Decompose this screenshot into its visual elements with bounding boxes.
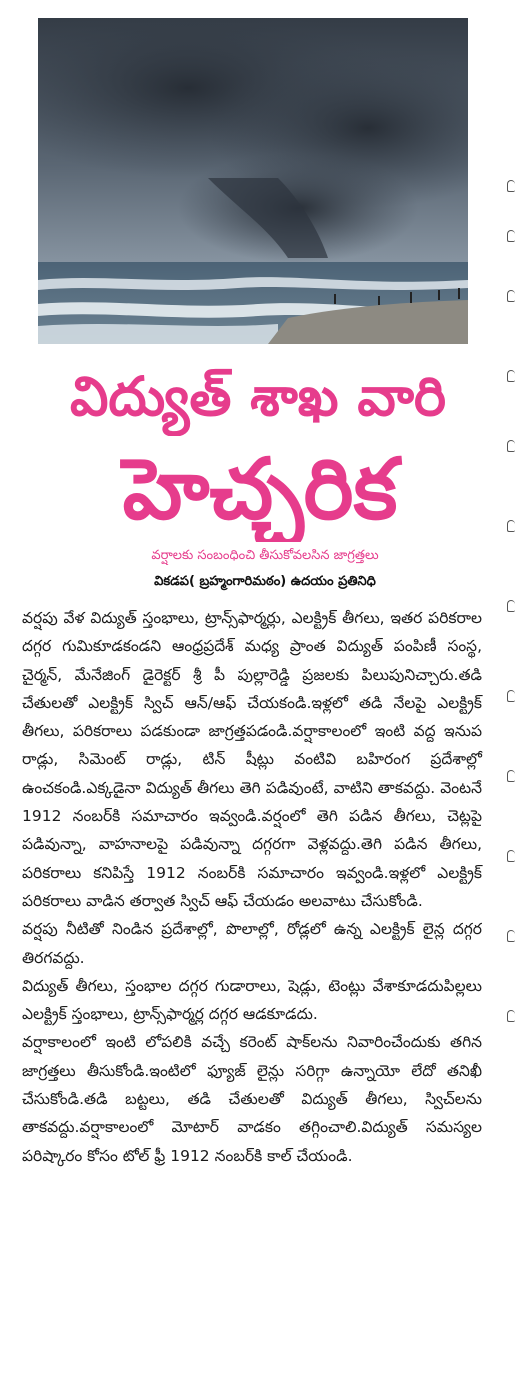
article-paragraph: విద్యుత్ తీగలు, స్తంభాల దగ్గర గుడారాలు, షెడ్లు, టెంట్లు వేశాకూడదుపిల్లలు ఎలక్ట్రిక్ స్తంభాలు, ట్రాన్స్‌ఫార్మర్ల దగ్గర ఆడకూడదు. <box>22 976 482 1024</box>
glyph-fragment <box>507 1010 515 1022</box>
headline-line-1: విద్యుత్ శాఖ వారి <box>70 365 446 428</box>
storm-beach-photo <box>38 18 468 344</box>
glyph-fragment <box>507 290 515 302</box>
glyph-fragment <box>507 690 515 702</box>
adjacent-column-edge <box>504 170 516 1050</box>
article-paragraph: వర్షపు వేళ విద్యుత్ స్తంభాలు, ట్రాన్స్‌ఫార్మర్లు, ఎలక్ట్రిక్ తీగలు, ఇతర పరికరాల దగ్గర గుమికూడకండని ఆంధ్రప్రదేశ్ మధ్య ప్రాంత విద్యుత్ పంపిణీ సంస్థ, చైర్మన్, మేనేజింగ్ డైరెక్టర్ శ్రీ పీ పుల్లారెడ్డి ప్రజలకు పిలుపునిచ్చారు.తడి చేతులతో ఎలక్ట్రిక్ స్విచ్ ఆన్/ఆఫ్ చేయకండి.ఇళ్లలో తడి నేలపై ఎలక్ట్రిక్ తీగలు, పరికరాలు పడకుండా జాగ్రత్తపడండి.వర్షాకాలంలో ఇంటి వద్ద ఇనుప రాడ్లు, సిమెంట్ రాడ్లు, టిన్ షీట్లు వంటివి బహిరంగ ప్రదేశాల్లో ఉంచకండి.ఎక్కడైనా విద్యుత్ తీగలు తెగి పడివుంటే, వాటిని తాకవద్దు. వెంటనే 1912 నంబర్‌కి సమాచారం ఇవ్వండి.వర్షంలో తెగి పడిన తీగలు, చెట్లపై పడివున్నా, వాహనాలపై పడివున్నా దగ్గరగా వెళ్లవద్దు.తెగి పడిన తీగలు, పరికరాలు కనిపిస్తే 1912 నంబర్‌కి సమాచారం ఇవ్వండి.ఇళ్లలో ఎలక్ట్రిక్ పరికరాలు వాడిన తర్వాత స్విచ్ ఆఫ్ చేయడం అలవాటు చేసుకోండి. <box>22 609 482 910</box>
glyph-fragment <box>507 930 515 942</box>
glyph-fragment <box>507 370 515 382</box>
glyph-fragment <box>507 850 515 862</box>
headline-line-2: హెచ్చరిక <box>122 440 398 538</box>
glyph-fragment <box>507 180 515 192</box>
article-body <box>22 604 482 1170</box>
glyph-fragment <box>507 440 515 452</box>
article-paragraph: వర్షాకాలంలో ఇంటి లోపలికి వచ్చే కరెంట్ షాక్‌లను నివారించేందుకు తగిన జాగ్రత్తలు తీసుకోండి.ఇంటిలో ఫ్యూజ్ లైన్లు సరిగ్గా ఉన్నాయో లేదో తనిఖీ చేసుకోండి.తడి బట్టలు, తడి చేతులతో విద్యుత్ తీగలు, స్విచ్‌లను తాకవద్దు.వర్షాకాలంలో మోటార్ వాడకం తగ్గించాలి.విద్యుత్ సమస్యల పరిష్కారం కోసం టోల్ ఫ్రీ 1912 నంబర్‌కి కాల్ చేయండి. <box>22 1033 482 1165</box>
article-paragraph: వర్షపు నీటితో నిండిన ప్రదేశాల్లో, పొలాల్లో, రోడ్లలో ఉన్న ఎలక్ట్రిక్ లైన్ల దగ్గర తిరగవద్దు. <box>22 920 482 967</box>
glyph-fragment <box>507 230 515 242</box>
glyph-fragment <box>507 770 515 782</box>
byline: వికడప( బ్రహ్మంగారిమఠం) ఉదయం ప్రతినిధి <box>154 574 376 589</box>
storm-clouds-icon <box>38 18 468 344</box>
subheadline: వర్షాలకు సంబంధించి తీసుకోవలసిన జాగ్రత్తలు <box>151 548 379 563</box>
glyph-fragment <box>507 600 515 612</box>
glyph-fragment <box>507 520 515 532</box>
